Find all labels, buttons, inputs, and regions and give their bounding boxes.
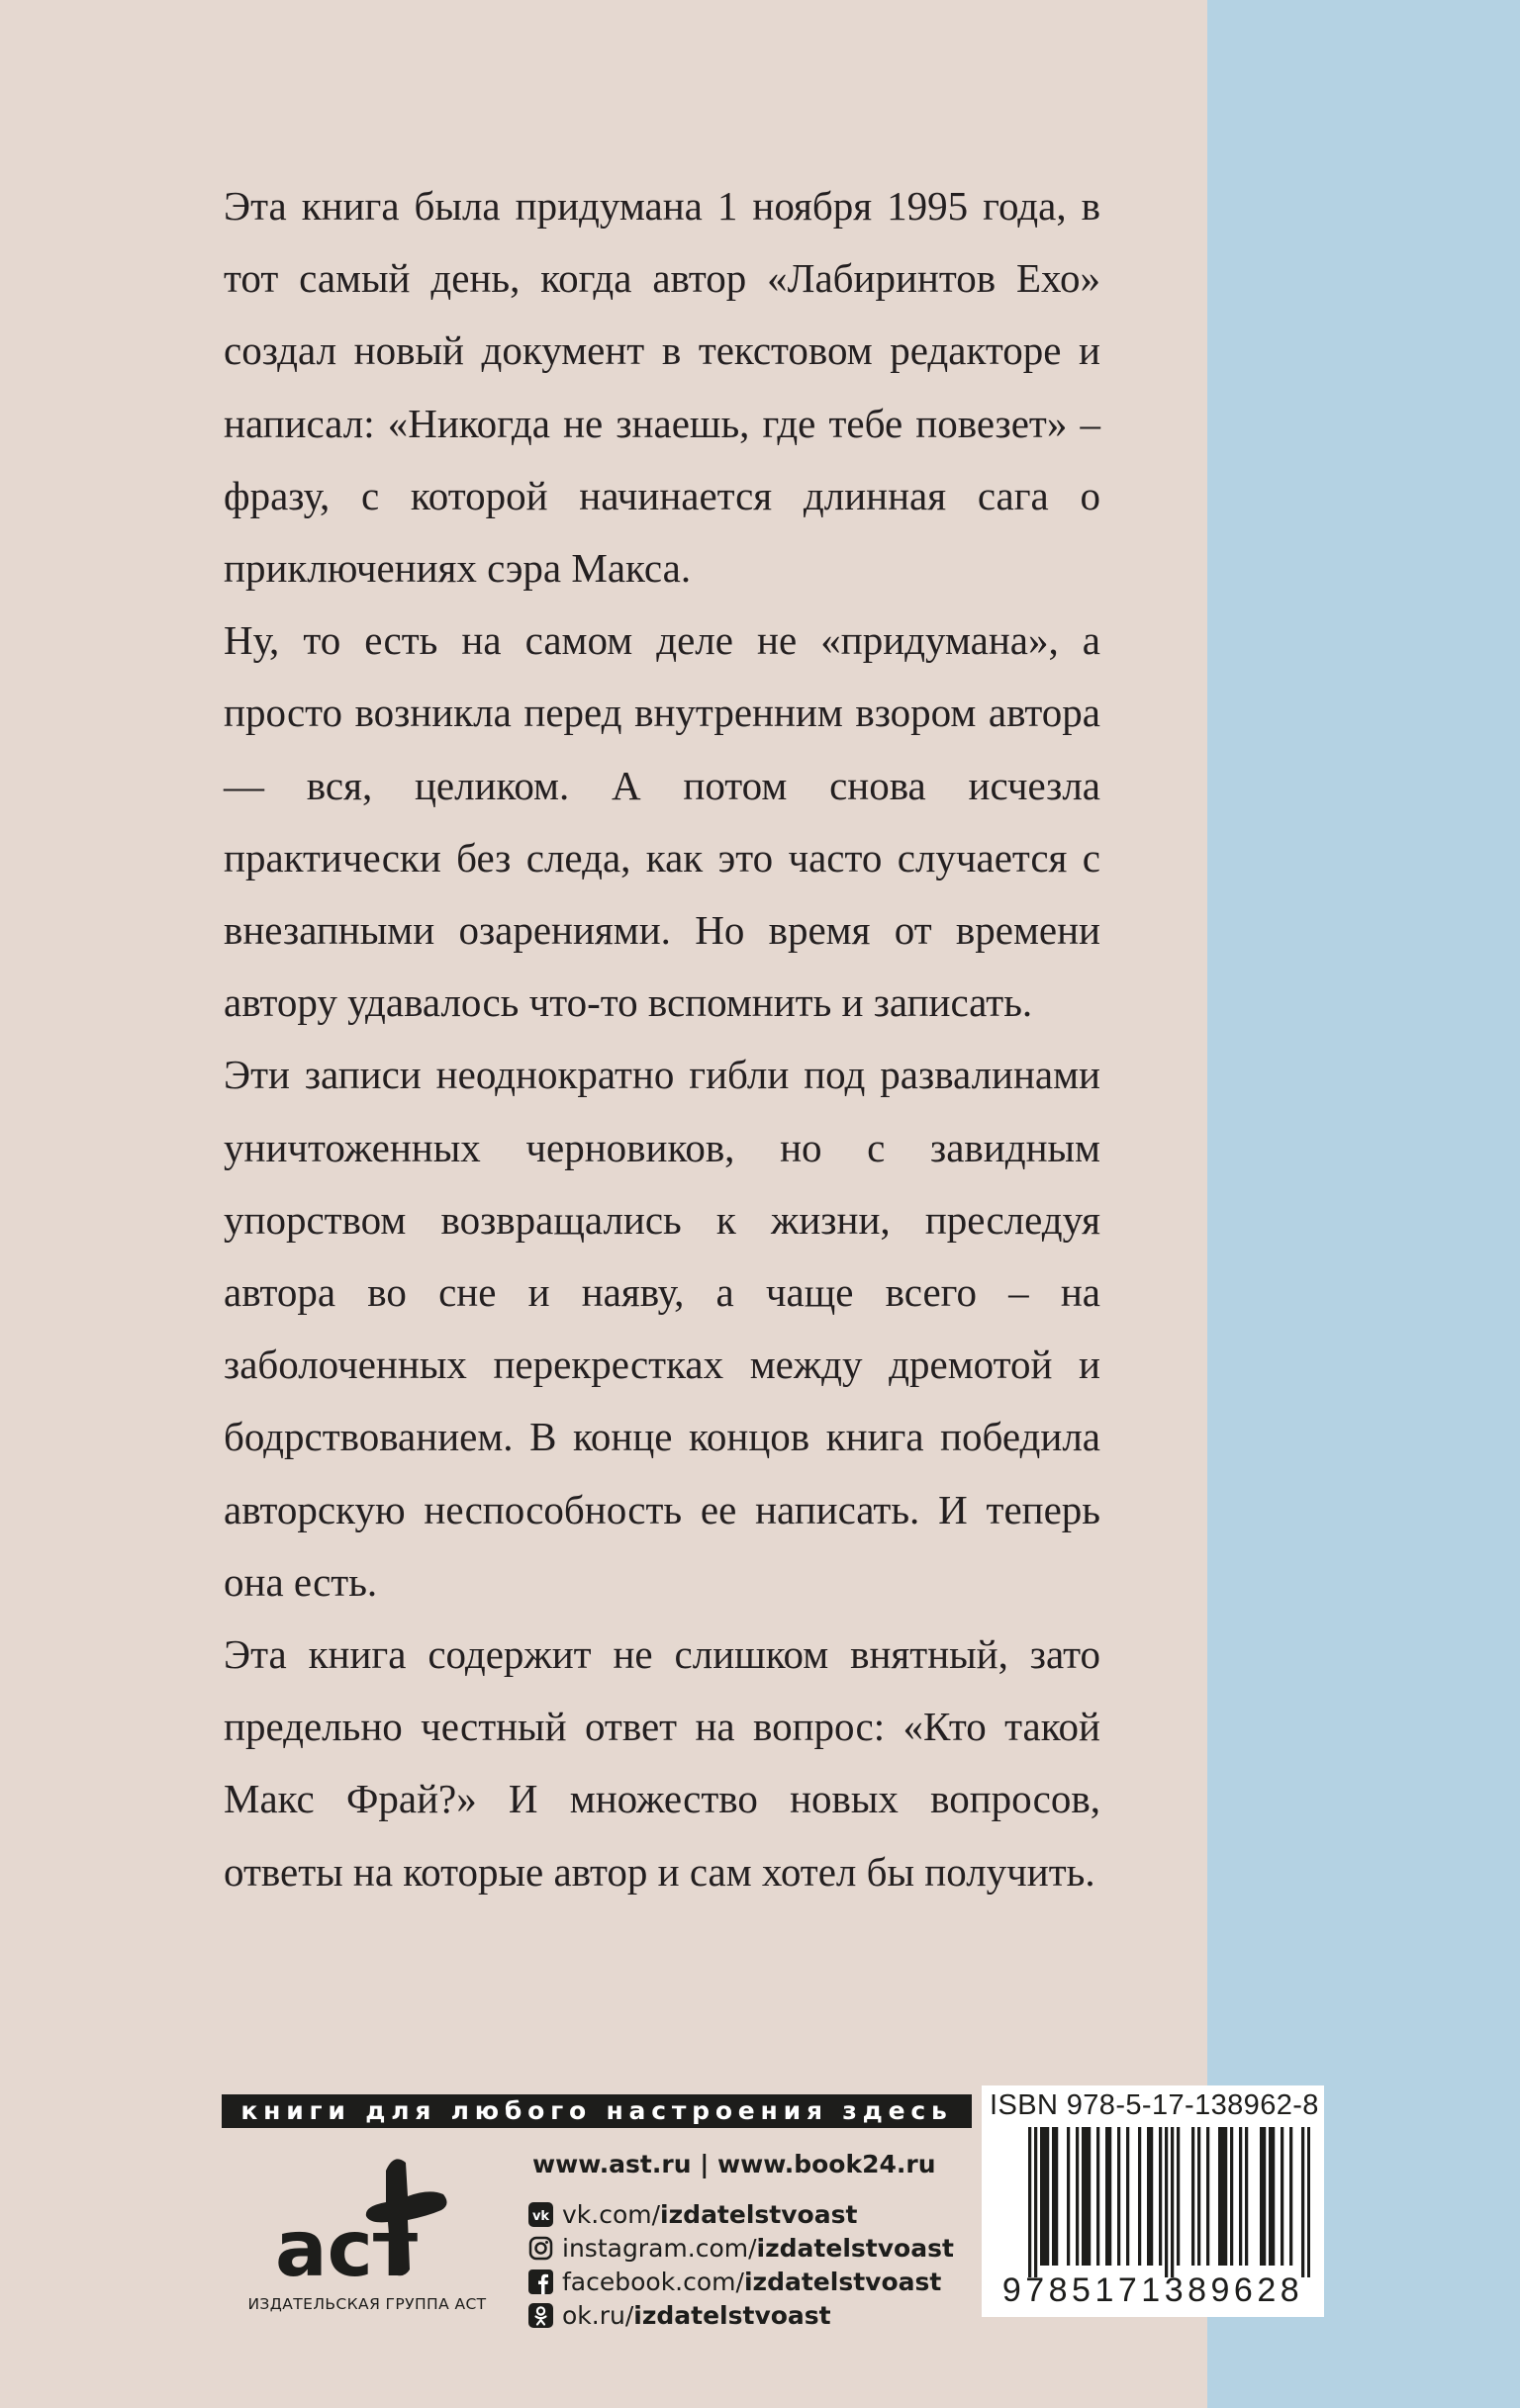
social-link-instagram[interactable]	[528, 2231, 954, 2265]
barcode-bars	[996, 2127, 1310, 2277]
barcode-bar	[1224, 2127, 1227, 2266]
social-prefix: ok.ru/	[562, 2300, 634, 2330]
barcode-bar	[1221, 2127, 1224, 2266]
barcode-bar	[1040, 2127, 1043, 2266]
annotation-paragraph: Ну, то есть на самом деле не «придумана», а просто возникла перед внутренним взором автора — вся, целиком. А потом снова исчезла практически без следа, как это часто случается с внезапными озарениями. Но время от времени автору удавалось что-то вспомнить и записать.	[224, 617, 1100, 1026]
barcode-bar	[1281, 2127, 1283, 2266]
barcode-bar	[1263, 2127, 1266, 2266]
barcode-bar	[1085, 2127, 1088, 2266]
barcode-bar	[1191, 2127, 1194, 2266]
barcode-bar	[1096, 2127, 1099, 2266]
annotation-paragraph: Эта книга содержит не слишком внятный, зато предельно честный ответ на вопрос: «Кто такой Макс Фрай?» И множество новых вопросов, ответы на которые автор и сам хотел бы получить.	[224, 1631, 1100, 1895]
barcode-panel	[982, 2085, 1324, 2317]
barcode-bar	[1206, 2127, 1209, 2266]
social-handle: izdatelstvoast	[660, 2199, 858, 2229]
website-links[interactable]: www.ast.ru | www.book24.ru	[532, 2150, 936, 2178]
isbn-number: ISBN 978-5-17-138962-8	[990, 2089, 1319, 2121]
barcode-bar	[1147, 2127, 1150, 2266]
barcode-digits: 9785171389628	[1001, 2271, 1304, 2309]
barcode-bar	[1171, 2127, 1174, 2277]
barcode-bar	[1055, 2127, 1058, 2266]
barcode-bar	[1043, 2127, 1046, 2266]
barcode-bar	[1269, 2127, 1272, 2266]
facebook-icon	[528, 2269, 553, 2294]
barcode-bar	[1260, 2127, 1263, 2266]
barcode-bar	[1289, 2127, 1292, 2266]
barcode-bar	[1067, 2127, 1070, 2266]
barcode-bar	[1028, 2127, 1031, 2277]
barcode-bar	[1076, 2127, 1079, 2266]
barcode-bar	[1126, 2127, 1129, 2266]
barcode-bar	[1272, 2127, 1275, 2266]
odnoklassniki-icon	[528, 2303, 553, 2328]
social-handle: izdatelstvoast	[743, 2267, 942, 2296]
tagline-banner: книги для любого настроения здесь	[222, 2094, 972, 2128]
barcode-bar	[1177, 2127, 1180, 2266]
barcode-bar	[1088, 2127, 1091, 2266]
social-prefix: vk.com/	[562, 2199, 661, 2229]
vk-icon	[528, 2202, 553, 2227]
barcode-bar	[1197, 2127, 1200, 2266]
barcode-bar	[1218, 2127, 1221, 2266]
instagram-icon	[528, 2236, 553, 2261]
social-link-facebook[interactable]	[528, 2265, 954, 2298]
barcode-bar	[1239, 2127, 1242, 2266]
social-handle: izdatelstvoast	[756, 2233, 954, 2263]
barcode-bar	[1307, 2127, 1310, 2277]
svg-text:vk: vk	[531, 2208, 550, 2224]
social-handle: izdatelstvoast	[633, 2300, 831, 2330]
annotation-paragraph: Эти записи неоднократно гибли под развалинами уничтоженных черновиков, но с завидным упорством возвращались к жизни, преследуя автора во сне и наяву, а чаще всего – на заболоченных перекрестках между дремотой и бодрствованием. В конце концов книга победила авторскую неспособность ее написать. И теперь она есть.	[224, 1052, 1100, 1605]
barcode-bar	[1117, 2127, 1120, 2266]
barcode-bar	[1034, 2127, 1037, 2277]
logo-text: аст	[275, 2205, 419, 2294]
social-prefix: facebook.com/	[562, 2267, 744, 2296]
annotation-paragraph: Эта книга была придумана 1 ноября 1995 года, в тот самый день, когда автор «Лабиринтов Ехо» создал новый документ в текстовом редакторе и написал: «Никогда не знаешь, где тебе повезет» – фразу, с которой начинается длинная сага о приключениях сэра Макса.	[224, 183, 1100, 592]
barcode-bar	[1052, 2127, 1055, 2266]
barcode-bar	[1108, 2127, 1111, 2266]
book-annotation	[224, 170, 1100, 1908]
barcode-bar	[1082, 2127, 1085, 2266]
social-links	[528, 2197, 954, 2332]
social-link-odnoklassniki[interactable]	[528, 2298, 954, 2332]
barcode-bar	[1165, 2127, 1168, 2277]
social-prefix: instagram.com/	[562, 2233, 757, 2263]
social-link-vk[interactable]	[528, 2197, 954, 2231]
barcode-bar	[1301, 2127, 1304, 2277]
barcode-bar	[1230, 2127, 1233, 2266]
barcode-bar	[1138, 2127, 1141, 2266]
barcode-bar	[1245, 2127, 1248, 2266]
logo-caption: ИЗДАТЕЛЬСКАЯ ГРУППА АСТ	[247, 2295, 487, 2313]
barcode-bar	[1105, 2127, 1108, 2266]
ast-logo	[247, 2147, 475, 2345]
barcode-bar	[1150, 2127, 1153, 2266]
spine-stripe	[1207, 0, 1520, 2408]
barcode-bar	[1046, 2127, 1049, 2266]
barcode-bar	[1159, 2127, 1162, 2266]
